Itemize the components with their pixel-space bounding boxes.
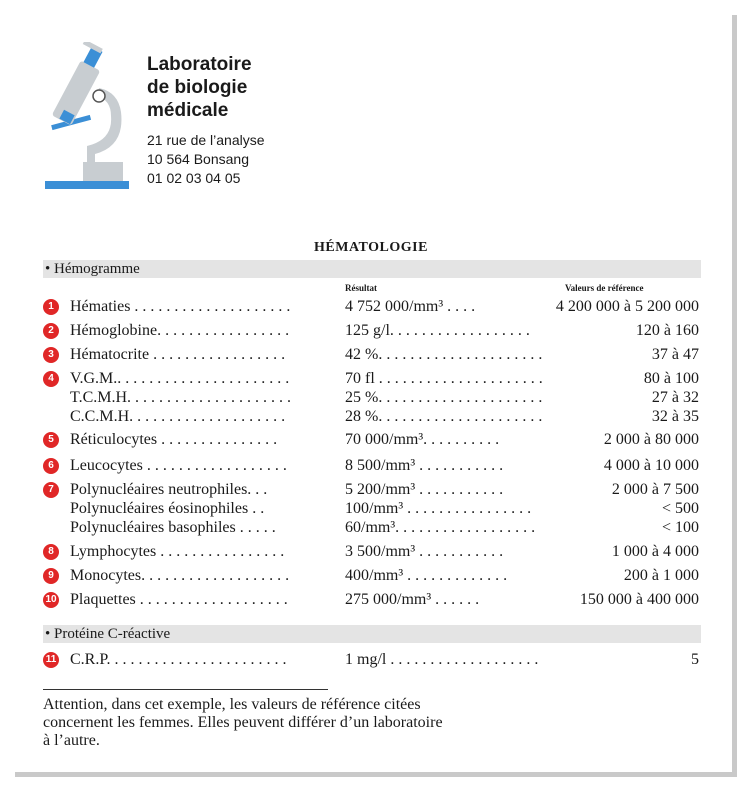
test-name: C.R.P. . . . . . . . . . . . . . . . . . . . . . . (70, 651, 287, 668)
test-name: Lymphocytes . . . . . . . . . . . . . . . . (70, 543, 285, 560)
test-name: Hémoglobine. . . . . . . . . . . . . . . . . (70, 322, 290, 339)
lab-phone: 01 02 03 04 05 (147, 170, 241, 186)
test-result: 25 %. . . . . . . . . . . . . . . . . . . . . (345, 389, 543, 406)
reference-range: 200 à 1 000 (623, 567, 699, 584)
footnote-line2: concernent les femmes. Elles peuvent différer d’un laboratoire (43, 714, 443, 731)
reference-range: < 100 (661, 519, 699, 536)
group-header-crp: • Protéine C-réactive (43, 625, 701, 643)
test-result: 275 000/mm³ . . . . . . (345, 591, 480, 608)
table-row (43, 456, 703, 476)
reference-range: 2 000 à 7 500 (611, 481, 699, 498)
table-row (43, 590, 703, 610)
lab-address (147, 131, 265, 188)
test-result: 1 mg/l . . . . . . . . . . . . . . . . . . . (345, 651, 539, 668)
row-number-badge: 2 (43, 323, 59, 339)
test-result: 70 fl . . . . . . . . . . . . . . . . . . . . . (345, 370, 543, 387)
table-row (43, 499, 703, 519)
table-row (43, 480, 703, 500)
test-result: 3 500/mm³ . . . . . . . . . . . (345, 543, 504, 560)
table-row (43, 297, 703, 317)
reference-range: 4 000 à 10 000 (603, 457, 699, 474)
test-name: Plaquettes . . . . . . . . . . . . . . . . . . . (70, 591, 288, 608)
test-result: 100/mm³ . . . . . . . . . . . . . . . . (345, 500, 532, 517)
table-row (43, 345, 703, 365)
test-name: Monocytes. . . . . . . . . . . . . . . . . . . (70, 567, 290, 584)
test-name: Polynucléaires basophiles . . . . . (70, 519, 276, 536)
reference-range: 5 (691, 651, 699, 668)
test-name: Leucocytes . . . . . . . . . . . . . . . . . . (70, 457, 287, 474)
table-row (43, 566, 703, 586)
reference-range: 27 à 32 (651, 389, 699, 406)
test-name: C.C.M.H. . . . . . . . . . . . . . . . . . . . (70, 408, 286, 425)
reference-range: 1 000 à 4 000 (611, 543, 699, 560)
test-result: 4 752 000/mm³ . . . . (345, 298, 476, 315)
row-number-badge: 4 (43, 371, 59, 387)
test-name: Hématies . . . . . . . . . . . . . . . . . . . . (70, 298, 291, 315)
test-name: Polynucléaires neutrophiles. . . (70, 481, 268, 498)
test-result: 28 %. . . . . . . . . . . . . . . . . . . . . (345, 408, 543, 425)
lab-name-line3: médicale (147, 100, 229, 121)
reference-range: 37 à 47 (651, 346, 699, 363)
table-row (43, 407, 703, 427)
table-row (43, 321, 703, 341)
footnote-line3: à l’autre. (43, 732, 100, 749)
table-row (43, 430, 703, 450)
test-name: Polynucléaires éosinophiles . . (70, 500, 265, 517)
group-header-hemogram: • Hémogramme (43, 260, 701, 278)
reference-range: 80 à 100 (643, 370, 699, 387)
section-title: HÉMATOLOGIE (314, 240, 428, 255)
lab-name (147, 53, 252, 122)
table-row (43, 542, 703, 562)
row-number-badge: 3 (43, 347, 59, 363)
lab-name-line1: Laboratoire (147, 54, 252, 75)
table-row (43, 650, 703, 670)
row-number-badge: 1 (43, 299, 59, 315)
row-number-badge: 7 (43, 482, 59, 498)
column-header-reference: Valeurs de référence (565, 283, 644, 293)
row-number-badge: 8 (43, 544, 59, 560)
row-number-badge: 6 (43, 458, 59, 474)
table-row (43, 388, 703, 408)
test-result: 8 500/mm³ . . . . . . . . . . . (345, 457, 504, 474)
footnote-line1: Attention, dans cet exemple, les valeurs de référence citées (43, 696, 421, 713)
test-result: 60/mm³. . . . . . . . . . . . . . . . . . (345, 519, 536, 536)
row-number-badge: 5 (43, 432, 59, 448)
note-divider (43, 689, 328, 690)
test-result: 70 000/mm³. . . . . . . . . . (345, 431, 500, 448)
address-street: 21 rue de l’analyse (147, 132, 265, 148)
microscope-icon (43, 42, 133, 192)
reference-range: 2 000 à 80 000 (603, 431, 699, 448)
test-name: Réticulocytes . . . . . . . . . . . . . . . (70, 431, 278, 448)
row-number-badge: 10 (43, 592, 59, 608)
test-result: 400/mm³ . . . . . . . . . . . . . (345, 567, 508, 584)
table-row (43, 369, 703, 389)
row-number-badge: 9 (43, 568, 59, 584)
reference-range: < 500 (661, 500, 699, 517)
reference-range: 150 000 à 400 000 (579, 591, 699, 608)
test-name: Hématocrite . . . . . . . . . . . . . . . . . (70, 346, 286, 363)
test-name: T.C.M.H. . . . . . . . . . . . . . . . . . . . . (70, 389, 292, 406)
footnote (43, 696, 643, 750)
reference-range: 4 200 000 à 5 200 000 (555, 298, 699, 315)
row-number-badge: 11 (43, 652, 59, 668)
test-result: 42 %. . . . . . . . . . . . . . . . . . . . . (345, 346, 543, 363)
table-row (43, 518, 703, 538)
test-result: 5 200/mm³ . . . . . . . . . . . (345, 481, 504, 498)
reference-range: 120 à 160 (635, 322, 699, 339)
test-result: 125 g/l. . . . . . . . . . . . . . . . . . (345, 322, 530, 339)
lab-name-line2: de biologie (147, 77, 248, 98)
address-city: 10 564 Bonsang (147, 151, 249, 167)
column-header-result: Résultat (345, 283, 377, 293)
test-name: V.G.M.. . . . . . . . . . . . . . . . . . . . . . (70, 370, 290, 387)
reference-range: 32 à 35 (651, 408, 699, 425)
